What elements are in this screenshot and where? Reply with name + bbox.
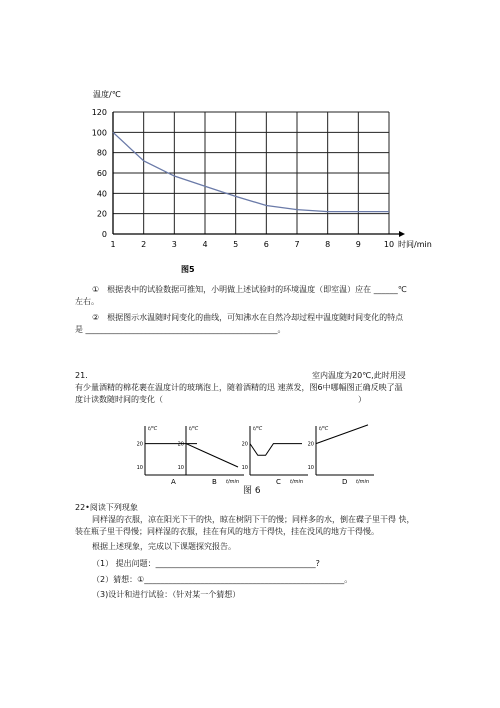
x-tick-label: 9 — [355, 240, 361, 249]
temperature-curve — [113, 132, 389, 211]
panel-curve — [186, 444, 238, 467]
fig6-panel-C — [242, 426, 308, 486]
x-tick-label: 3 — [171, 240, 177, 249]
fig5-plot — [92, 108, 405, 249]
panel-xlabel: t/min — [226, 479, 240, 485]
y-tick-label: 0 — [101, 230, 107, 239]
fig5-caption: 图5 — [181, 265, 195, 274]
x-tick-label: 2 — [141, 240, 147, 249]
fig6-panel-D — [308, 425, 374, 486]
y-tick-label: 120 — [91, 108, 107, 117]
y-tick-label: 20 — [96, 209, 107, 219]
y-tick-label: 40 — [96, 189, 107, 199]
panel-y-tick: 10 — [307, 465, 314, 471]
panel-xlabel: t/min — [356, 479, 370, 485]
panel-y-tick: 10 — [136, 465, 143, 471]
q22-item-3: （3)设计和进行试验：（针对某一个猜想） — [92, 590, 241, 599]
q21-number: 21. — [75, 371, 88, 380]
question-b-cont: 是 ________________________________________________。 — [75, 325, 286, 334]
x-tick-label: 6 — [263, 240, 269, 249]
fig6-panel-B — [178, 426, 244, 486]
fig6-caption: 图 6 — [243, 486, 261, 496]
x-tick-label: 7 — [294, 240, 300, 249]
x-tick-label: 8 — [325, 240, 331, 249]
panel-y-tick: 20 — [241, 441, 248, 448]
fig6-panel-A — [137, 426, 203, 486]
y-tick-label: 80 — [96, 148, 107, 158]
y-tick-label: 100 — [91, 128, 107, 138]
q22-item-2: （2）猜想：①__________________________________________________。 — [92, 575, 353, 584]
panel-letter: B — [212, 478, 217, 486]
fig5-ylabel: 温度/℃ — [93, 90, 121, 99]
q22-title: 22•阅读下列现象 — [75, 503, 138, 512]
q21-line2: 有少量酒精的棉花裹在温度计的玻璃泡上，随着酒精的迅 速蒸发，图6中哪幅图正确反映了温 — [75, 383, 403, 392]
question-b: ② 根据图示水温随时间变化的曲线，可知沸水在自然冷却过程中温度随时间变化的特点 — [92, 313, 404, 322]
panel-letter: C — [276, 478, 281, 486]
question-a-cont: 左右。 — [75, 297, 99, 306]
x-tick-label: 4 — [202, 240, 208, 249]
panel-y-tick: 20 — [177, 441, 184, 448]
x-tick-label: 1 — [110, 240, 116, 249]
panel-y-tick: 20 — [307, 441, 314, 448]
q22-paragraph-2: 装在瓶子里干得慢；同样湿的衣服，挂在有风的地方干得快，挂在没风的地方干得慢。 — [75, 527, 379, 536]
x-axis-arrow — [399, 231, 405, 237]
panel-xlabel: t/min — [290, 479, 304, 485]
panel-curve — [250, 444, 302, 456]
q22-paragraph-3: 根据上述现象，完成以下课题探究报告。 — [92, 542, 236, 551]
panel-y-tick: 20 — [136, 441, 143, 448]
panel-letter: A — [171, 478, 176, 486]
fig5-xlabel: 时间/min — [398, 240, 432, 249]
q22-paragraph-1: 同样湿的衣服，凉在阳光下干的快，晾在树阴下干的慢；同样多的水，倒在碟子里干得 快， — [92, 515, 415, 524]
question-a: ① 根据表中的试验数据可推知，小明做上述试验时的环境温度（即室温）应在 ______℃ — [92, 285, 407, 294]
q21-text-right: 室内温度为20℃,此时用浸 — [312, 371, 406, 380]
panel-ylabel: t/℃ — [148, 426, 158, 432]
panel-letter: D — [342, 478, 348, 486]
panel-ylabel: t/℃ — [319, 426, 329, 432]
fig6-panels — [137, 425, 374, 486]
q22-item-1: （1） 提出问题：________________________________________? — [92, 559, 320, 568]
panel-y-tick: 10 — [241, 465, 248, 471]
x-tick-label: 5 — [233, 240, 239, 249]
x-tick-label: 10 — [383, 240, 395, 249]
panel-y-tick: 10 — [177, 465, 184, 471]
panel-ylabel: t/℃ — [253, 426, 263, 432]
q21-paren: ） — [358, 395, 366, 404]
y-tick-label: 60 — [96, 169, 107, 178]
panel-ylabel: t/℃ — [189, 426, 199, 432]
q21-line3: 度计读数随时间的变化（ — [75, 395, 163, 404]
